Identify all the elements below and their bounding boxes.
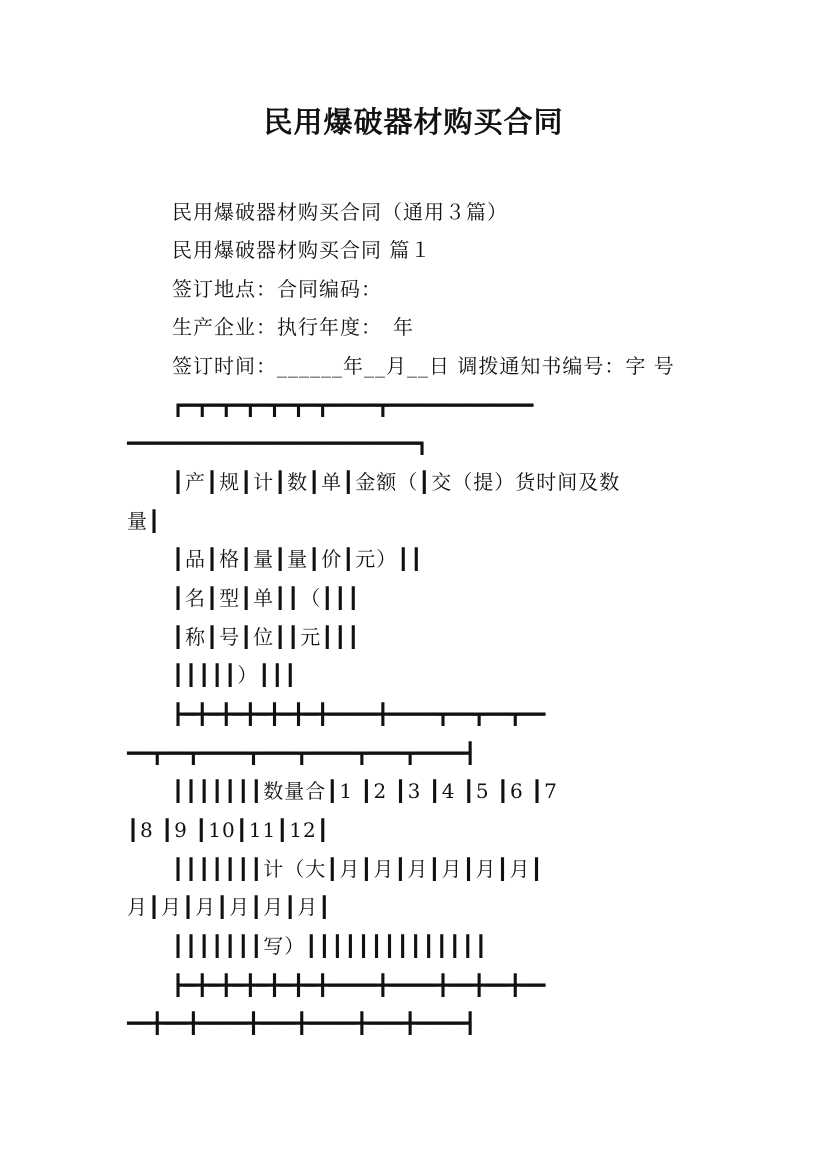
table-months-row: ┃┃┃┃┃┃┃数量合┃1 ┃2 ┃3 ┃4 ┃5 ┃6 ┃7 <box>172 779 558 803</box>
text-line-enterprise: 生产企业：执行年度： 年 <box>172 315 414 339</box>
table-write-row: ┃┃┃┃┃┃┃写）┃┃┃┃┃┃┃┃┃┃┃┃┃┃ <box>172 934 488 958</box>
table-header-row-1-cont: 量┃ <box>127 509 162 533</box>
text-line-subtitle: 民用爆破器材购买合同（通用３篇） <box>172 200 508 224</box>
document-title: 民用爆破器材购买合同 <box>263 105 564 139</box>
text-line-place: 签订地点：合同编码： <box>172 277 382 301</box>
table-rule-bottom: ┣━╋━╋━╋━╋━╋━╋━━━━╋━━━━╋━━╋━━╋━━ <box>172 973 546 997</box>
table-months-row-cont: ┃8 ┃9 ┃10┃11┃12┃ <box>127 818 330 842</box>
table-rule-mid: ┣━╋━╋━╋━╋━╋━╋━━━━╋━━━━┳━━┳━━┳━━ <box>172 702 546 726</box>
table-header-row-4: ┃称┃号┃位┃┃元┃┃┃ <box>172 625 361 649</box>
table-header-row-2: ┃品┃格┃量┃量┃价┃元）┃┃ <box>172 547 424 571</box>
table-rule-top: ┏━┳━┳━┳━┳━┳━┳━━━━┳━━━━━━━━━━━━ <box>172 393 534 417</box>
table-rule-bottom-cont: ━━╋━━╋━━━━╋━━━╋━━━━╋━━━╋━━━━┫ <box>127 1011 477 1035</box>
table-header-row-5: ┃┃┃┃┃）┃┃┃ <box>172 663 298 687</box>
table-header-row-1: ┃产┃规┃计┃数┃单┃金额（┃交（提）货时间及数 <box>172 470 621 494</box>
text-line-section: 民用爆破器材购买合同 篇１ <box>172 238 432 262</box>
table-rule-top-cont: ━━━━━━━━━━━━━━━━━━━━━━━━┓ <box>127 431 429 455</box>
table-header-row-3: ┃名┃型┃单┃┃（┃┃┃ <box>172 586 361 610</box>
table-total-row-cont: 月┃月┃月┃月┃月┃月┃ <box>127 895 332 919</box>
text-line-date: 签订时间：______年__月__日 调拨通知书编号：字 号 <box>172 354 675 378</box>
table-total-row: ┃┃┃┃┃┃┃计（大┃月┃月┃月┃月┃月┃月┃ <box>172 857 544 881</box>
table-rule-mid-cont: ━━┳━━┳━━━━┳━━━┳━━━━┳━━━┳━━━━┫ <box>127 741 477 765</box>
